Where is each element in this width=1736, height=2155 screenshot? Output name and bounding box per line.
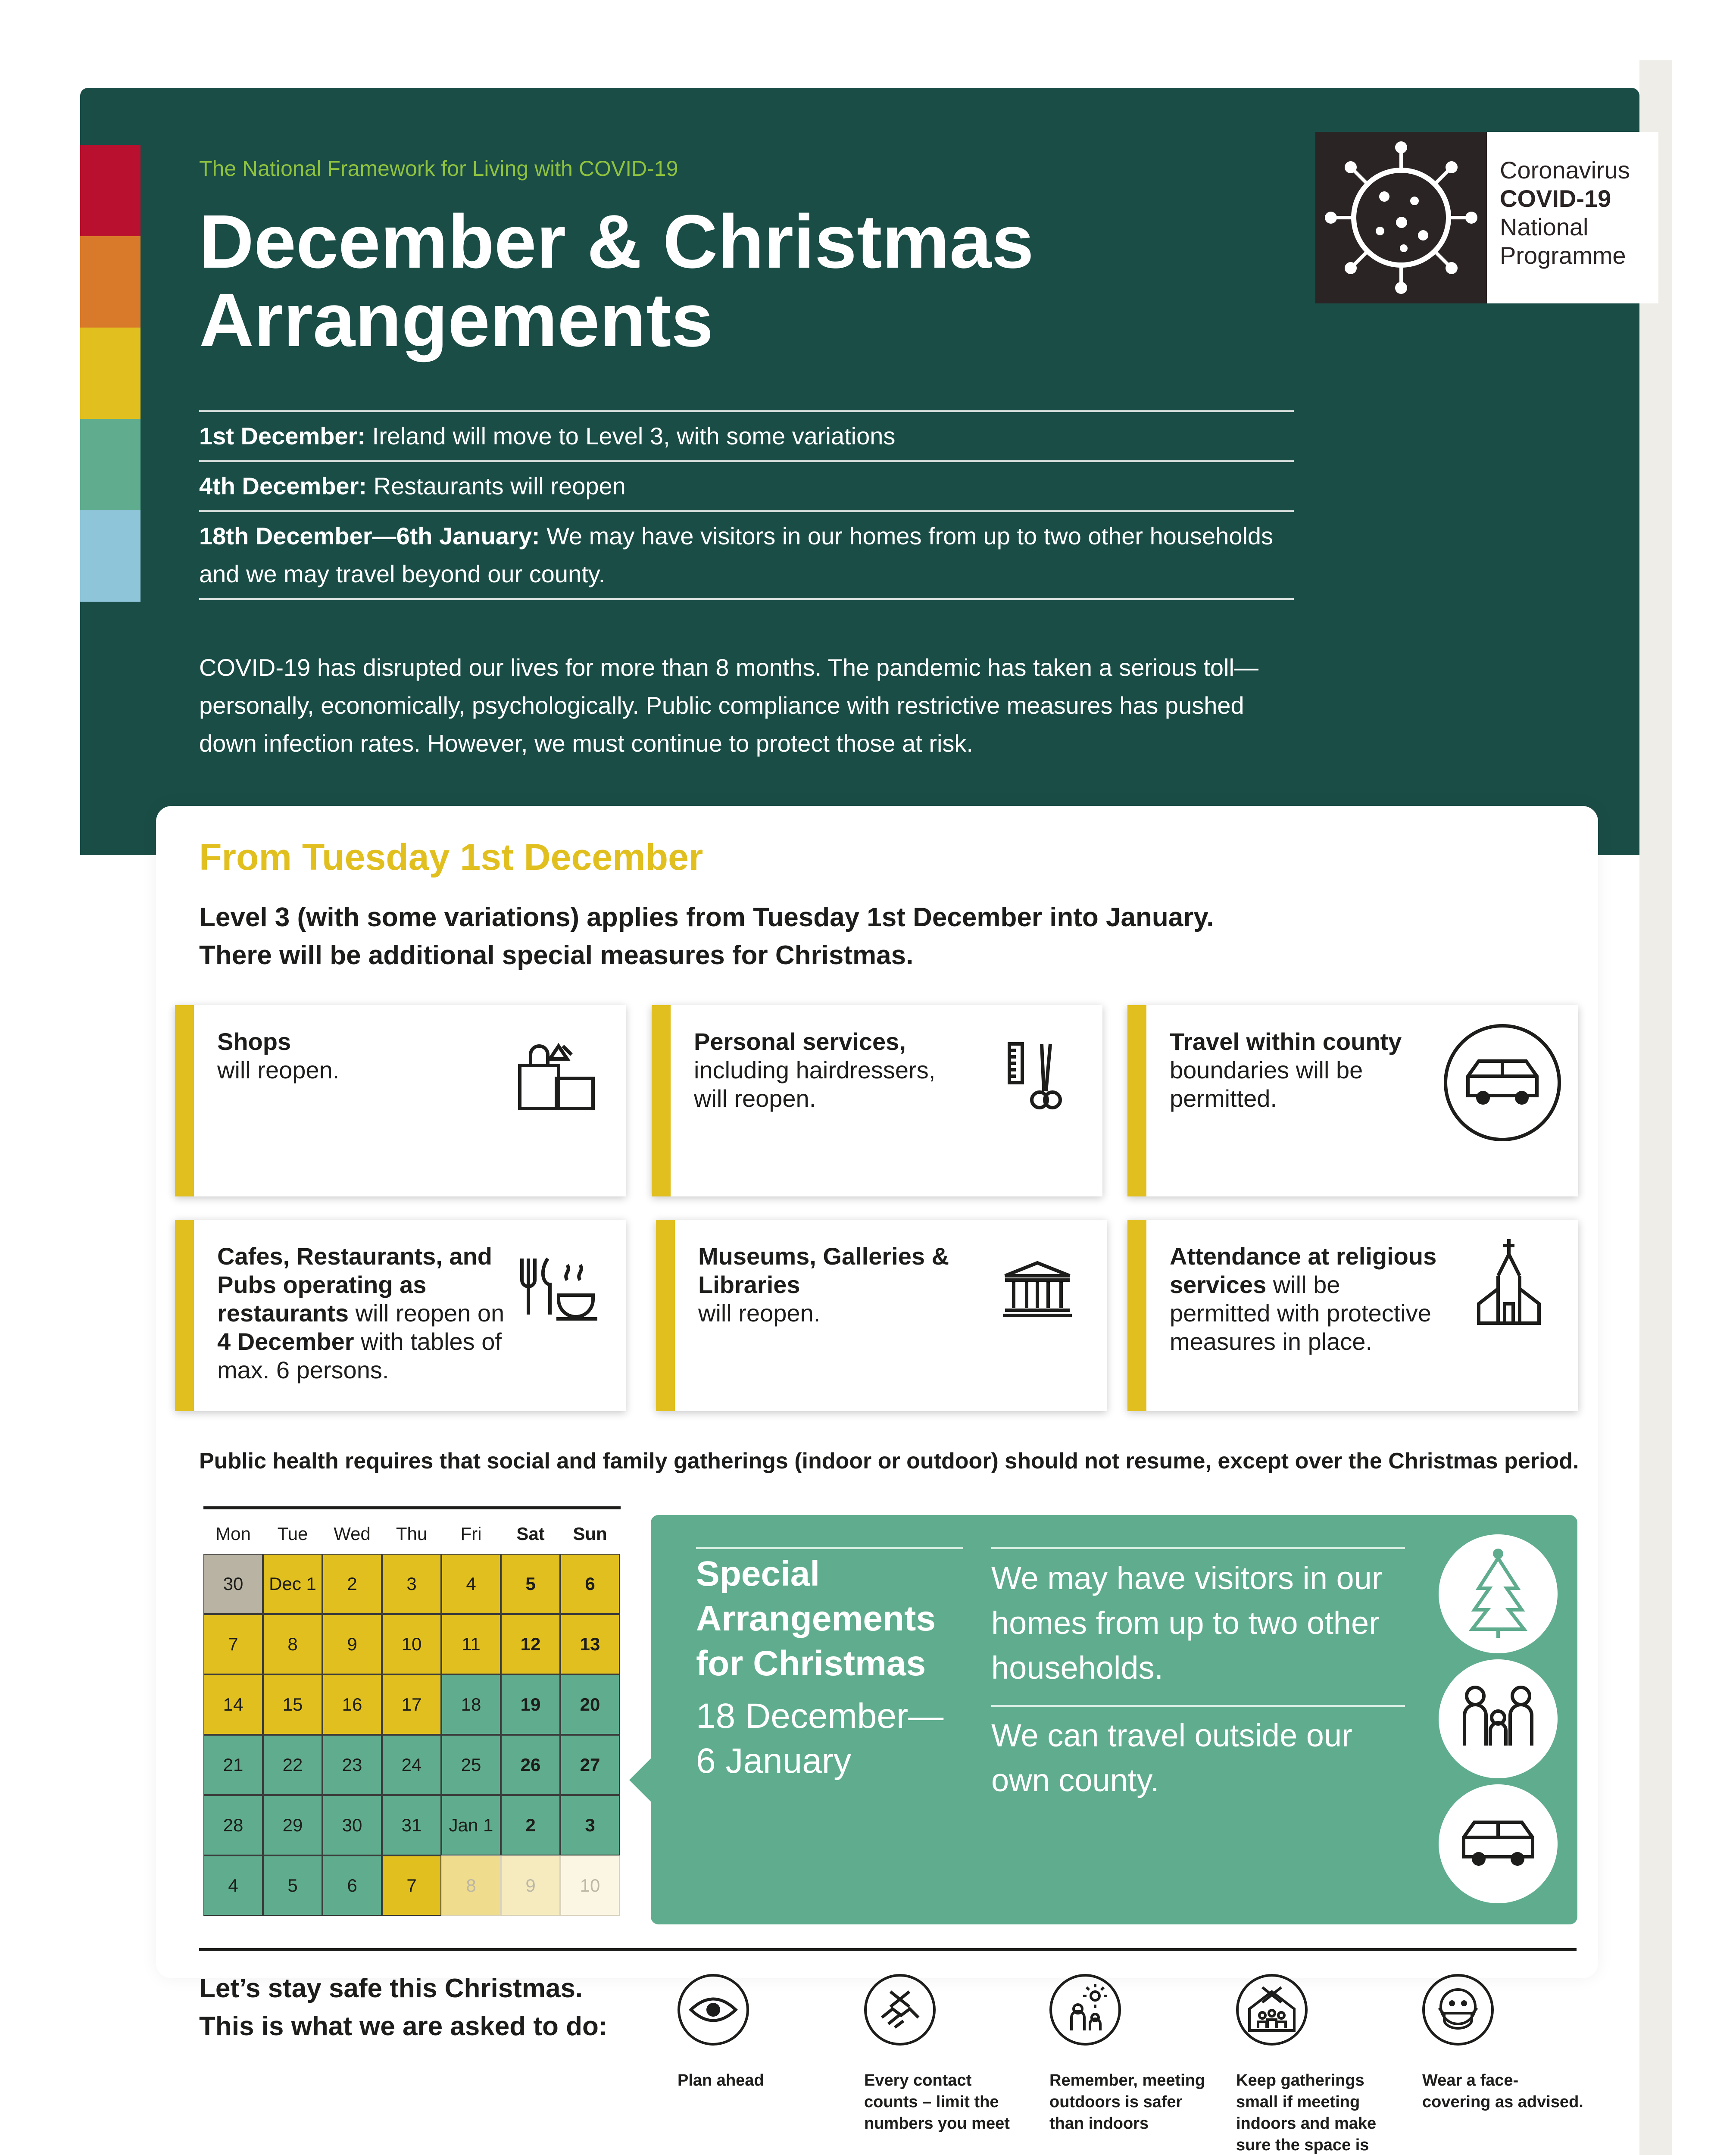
- calendar-day-cell: 2: [501, 1795, 560, 1855]
- tile-personal-services: [652, 1005, 1102, 1196]
- handshake-icon: [864, 1974, 936, 2046]
- logo-line-4: Programme: [1500, 242, 1626, 269]
- tile-travel: [1127, 1005, 1578, 1196]
- christmas-tree-icon: [1439, 1534, 1558, 1653]
- calendar-day-cell: 31: [382, 1795, 441, 1855]
- calendar-day-header: Mon: [215, 1524, 251, 1544]
- logo-line-1: Coronavirus: [1500, 156, 1630, 184]
- calendar-day-cell: 6: [322, 1855, 382, 1916]
- key-date-rule: [199, 410, 1294, 412]
- christmas-heading-line-3: for Christmas: [696, 1644, 926, 1683]
- calendar-day-cell: 2: [322, 1554, 382, 1614]
- tile-accent-bar: [656, 1220, 675, 1411]
- key-date-rule: [199, 510, 1294, 512]
- calendar-day-cell: 17: [382, 1674, 441, 1735]
- calendar-day-cell: 3: [382, 1554, 441, 1614]
- action-label: Wear a face-covering as advised.: [1422, 2071, 1583, 2111]
- calendar-day-cell: 21: [203, 1735, 263, 1795]
- tile-bold: Cafes, Restaurants, and Pubs operating as restaurants: [217, 1243, 492, 1327]
- family-icon: [1439, 1659, 1558, 1778]
- calendar-day-cell: 18: [441, 1674, 501, 1735]
- calendar-day-cell: 4: [203, 1855, 263, 1916]
- calendar-day-cell: 8: [441, 1855, 501, 1916]
- christmas-dates-line-1: 18 December—: [696, 1696, 944, 1736]
- calendar-day-cell: 8: [263, 1614, 322, 1674]
- tile-rest: will reopen.: [698, 1299, 821, 1327]
- color-stripe-yellow: [80, 328, 141, 419]
- calendar-day-cell: 19: [501, 1674, 560, 1735]
- calendar-day-cell: 26: [501, 1735, 560, 1795]
- outdoors-people-icon: [1049, 1974, 1121, 2046]
- christmas-visitors-text: We may have visitors in our homes from up to two other households.: [991, 1560, 1383, 1686]
- tile-rest-pre: will reopen on: [349, 1299, 505, 1327]
- tile-text: [217, 1028, 476, 1084]
- christmas-travel-text: We can travel outside our own county.: [991, 1718, 1352, 1798]
- calendar-day-cell: 10: [382, 1614, 441, 1674]
- section-subtitle: [199, 899, 1363, 974]
- tile-cafes: [175, 1220, 626, 1411]
- stay-safe-line-2: This is what we are asked to do:: [199, 2011, 608, 2041]
- logo-line-2: COVID-19: [1500, 185, 1611, 212]
- key-date-1: [199, 417, 1294, 455]
- tile-religious-services: [1127, 1220, 1578, 1411]
- framework-kicker: The National Framework for Living with COVID-19: [199, 156, 678, 181]
- church-icon: [1472, 1237, 1546, 1327]
- tile-bold: Personal services,: [694, 1028, 906, 1055]
- calendar-day-cell: 15: [263, 1674, 322, 1735]
- calendar-day-cell: 5: [501, 1554, 560, 1614]
- tile-accent-bar: [652, 1005, 671, 1196]
- christmas-rule: [696, 1547, 963, 1549]
- calendar-day-cell: 30: [203, 1554, 263, 1614]
- tile-museums: [656, 1220, 1107, 1411]
- house-gathering-icon: [1236, 1974, 1308, 2046]
- action-label: Keep gatherings small if meeting indoors and make sure the space is: [1236, 2071, 1377, 2154]
- calendar-top-rule: [203, 1506, 621, 1509]
- key-date-1-label: 1st December:: [199, 422, 365, 450]
- section-divider: [199, 1948, 1577, 1951]
- intro-paragraph: COVID-19 has disrupted our lives for more than 8 months. The pandemic has taken a serious toll—personally, economically, psychologically. Public compliance with restrictive measures has pushed down infection rates. However, we must continue to protect those at risk.: [199, 654, 1258, 757]
- christmas-dates-line-2: 6 January: [696, 1741, 852, 1780]
- shopping-bags-icon: [515, 1040, 597, 1113]
- section-title: From Tuesday 1st December: [199, 837, 703, 878]
- page-title: [199, 200, 1147, 362]
- calendar-day-cell: 16: [322, 1674, 382, 1735]
- tile-shops: [175, 1005, 626, 1196]
- tile-bold: Attendance at religious services: [1170, 1243, 1437, 1298]
- calendar-day-header: Wed: [334, 1524, 371, 1544]
- calendar-day-cell: 29: [263, 1795, 322, 1855]
- eye-icon: [678, 1974, 749, 2046]
- calendar-day-cell: 9: [501, 1855, 560, 1916]
- calendar-day-cell: 22: [263, 1735, 322, 1795]
- calendar-day-cell: 5: [263, 1855, 322, 1916]
- stay-safe-line-1: Let’s stay safe this Christmas.: [199, 1974, 583, 2003]
- calendar-day-cell: 30: [322, 1795, 382, 1855]
- virus-icon: [1315, 132, 1487, 303]
- logo-text: [1500, 156, 1630, 270]
- color-stripe-green: [80, 419, 141, 510]
- calendar-day-cell: Dec 1: [263, 1554, 322, 1614]
- tile-accent-bar: [1127, 1220, 1146, 1411]
- calendar-day-cell: 6: [560, 1554, 620, 1614]
- cutlery-cup-icon: [515, 1254, 602, 1323]
- christmas-rule: [991, 1705, 1405, 1707]
- key-date-3-text: We may have visitors in our homes from up to two other households and we may travel beyond our county.: [199, 522, 1274, 587]
- calendar-day-cell: 12: [501, 1614, 560, 1674]
- tile-bold: Shops: [217, 1028, 291, 1055]
- tile-rest: boundaries will be permitted.: [1170, 1056, 1363, 1112]
- section-subtitle-line-1: Level 3 (with some variations) applies from Tuesday 1st December into January.: [199, 903, 1214, 932]
- tile-bold: Museums, Galleries & Libraries: [698, 1243, 949, 1298]
- color-stripe-blue: [80, 510, 141, 602]
- title-line-2: Arrangements: [199, 278, 714, 362]
- tile-rest: will be permitted with protective measures in place.: [1170, 1271, 1431, 1355]
- calendar-day-cell: 20: [560, 1674, 620, 1735]
- key-date-2-label: 4th December:: [199, 472, 367, 500]
- tile-text: [694, 1028, 970, 1113]
- calendar-day-cell: 7: [203, 1614, 263, 1674]
- key-date-1-text: Ireland will move to Level 3, with some variations: [365, 422, 896, 450]
- action-label: Plan ahead: [678, 2071, 764, 2089]
- key-date-3-label: 18th December—6th January:: [199, 522, 540, 550]
- section-subtitle-line-2: There will be additional special measures for Christmas.: [199, 940, 914, 970]
- tile-bold-date: 4 December: [217, 1328, 354, 1355]
- car-icon: [1439, 1784, 1558, 1903]
- calendar-day-cell: 28: [203, 1795, 263, 1855]
- calendar-day-cell: 25: [441, 1735, 501, 1795]
- tile-accent-bar: [175, 1005, 194, 1196]
- christmas-heading-line-1: Special: [696, 1554, 820, 1593]
- color-stripe-red: [80, 145, 141, 236]
- calendar-day-header: Tue: [277, 1524, 308, 1544]
- tile-bold: Travel within county: [1170, 1028, 1402, 1055]
- calendar-day-header: Thu: [396, 1524, 428, 1544]
- key-date-2-text: Restaurants will reopen: [367, 472, 626, 500]
- public-health-note: Public health requires that social and family gatherings (indoor or outdoor) should not resume, except over the Christmas period.: [199, 1449, 1579, 1474]
- christmas-rule: [991, 1547, 1405, 1549]
- tile-rest: with tables of max. 6 persons.: [217, 1328, 502, 1384]
- key-date-rule: [199, 598, 1294, 600]
- logo-line-3: National: [1500, 213, 1589, 240]
- calendar-day-cell: 24: [382, 1735, 441, 1795]
- tile-accent-bar: [175, 1220, 194, 1411]
- tile-text: [1170, 1028, 1428, 1113]
- calendar-day-cell: 27: [560, 1735, 620, 1795]
- calendar-day-cell: 4: [441, 1554, 501, 1614]
- stay-safe-heading: [199, 1970, 630, 2046]
- tile-text: [217, 1242, 510, 1384]
- comb-scissors-icon: [1001, 1040, 1065, 1117]
- covid-programme-logo: [1315, 132, 1658, 303]
- tile-text: [698, 1242, 957, 1327]
- calendar-day-header: Sat: [516, 1524, 545, 1544]
- calendar-day-cell: 23: [322, 1735, 382, 1795]
- key-date-rule: [199, 460, 1294, 462]
- christmas-heading: [696, 1552, 963, 1686]
- christmas-dates: [696, 1694, 963, 1783]
- tile-rest: including hairdressers, will reopen.: [694, 1056, 936, 1112]
- calendar-day-cell: Jan 1: [441, 1795, 501, 1855]
- tile-rest: will reopen.: [217, 1056, 340, 1084]
- car-icon: [1442, 1022, 1563, 1143]
- museum-icon: [1001, 1259, 1074, 1319]
- color-stripe-orange: [80, 236, 141, 328]
- key-date-2: [199, 467, 1294, 505]
- calendar-day-cell: 3: [560, 1795, 620, 1855]
- calendar-day-header: Fri: [460, 1524, 482, 1544]
- calendar-day-header: Sun: [573, 1524, 607, 1544]
- calendar-day-cell: 9: [322, 1614, 382, 1674]
- christmas-heading-line-2: Arrangements: [696, 1599, 936, 1638]
- calendar-day-cell: 13: [560, 1614, 620, 1674]
- key-date-3: [199, 517, 1294, 593]
- face-mask-icon: [1422, 1974, 1494, 2046]
- calendar-day-cell: 11: [441, 1614, 501, 1674]
- action-label: Every contact counts – limit the numbers you meet: [864, 2071, 1010, 2133]
- tile-accent-bar: [1127, 1005, 1146, 1196]
- calendar-day-cell: 14: [203, 1674, 263, 1735]
- title-line-1: December & Christmas: [199, 200, 1034, 284]
- calendar-day-cell: 7: [382, 1855, 441, 1916]
- action-label: Remember, meeting outdoors is safer than indoors: [1049, 2071, 1205, 2133]
- tile-text: [1170, 1242, 1437, 1356]
- calendar-day-cell: 10: [560, 1855, 620, 1916]
